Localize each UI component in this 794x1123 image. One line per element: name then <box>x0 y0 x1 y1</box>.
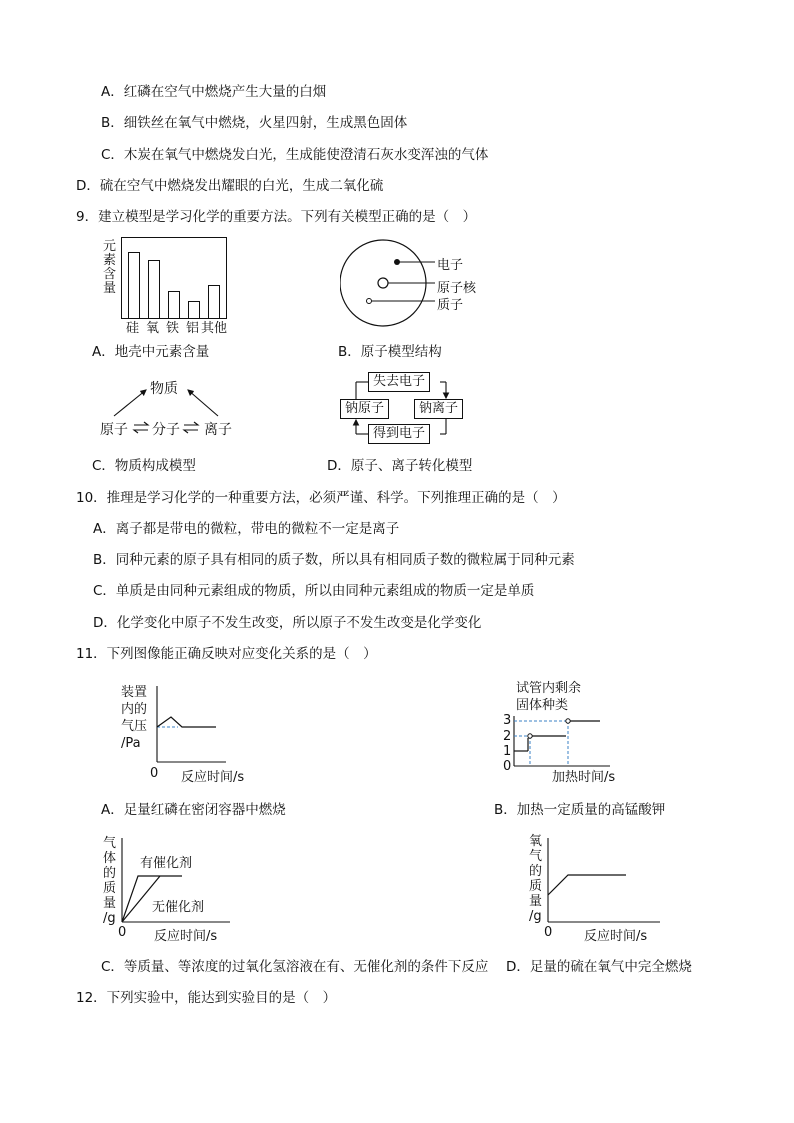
x-axis-label: 反应时间/s <box>181 770 245 785</box>
category-label: 铁 <box>166 321 180 336</box>
q9-caption-c: C．物质构成模型 <box>92 458 196 474</box>
q8-option-d: D．硫在空气中燃烧发出耀眼的白光，生成二氧化硫 <box>76 178 384 194</box>
y-label-char: 量 <box>103 896 117 911</box>
nucleus-circle <box>378 278 388 288</box>
equilibrium-arrow <box>134 422 198 433</box>
node-atom: 原子 <box>100 422 128 438</box>
y-label-char: 的 <box>103 866 117 881</box>
bar-铁 <box>168 291 180 318</box>
category-label: 其他 <box>201 321 228 336</box>
q11-caption-d: D．足量的硫在氧气中完全燃烧 <box>506 959 692 975</box>
bar-硅 <box>128 252 140 318</box>
tick-3: 3 <box>503 713 512 728</box>
y-label-char: 氧 <box>529 834 543 849</box>
node-ion: 离子 <box>204 422 232 438</box>
box-lose-electron: 失去电子 <box>368 372 430 392</box>
q9-stem: 9．建立模型是学习化学的重要方法。下列有关模型正确的是（ ） <box>76 209 477 225</box>
q9-atom-model <box>340 236 500 336</box>
proton-circle <box>367 299 372 304</box>
y-label-line: 内的 <box>121 702 148 717</box>
y-label-char: 体 <box>103 851 117 866</box>
q10-option-b: B．同种元素的原子具有相同的质子数，所以具有相同质子数的微粒属于同种元素 <box>93 552 575 568</box>
y-label-char: 素 <box>103 253 117 268</box>
label-proton: 质子 <box>437 298 464 313</box>
bar-氧 <box>148 260 160 318</box>
q10-option-a: A．离子都是带电的微粒，带电的微粒不一定是离子 <box>93 521 400 537</box>
tick-1: 1 <box>503 744 512 759</box>
q9-caption-d: D．原子、离子转化模型 <box>327 458 473 474</box>
label-with-catalyst: 有催化剂 <box>140 856 193 871</box>
q8-option-c: C．木炭在氧气中燃烧发白光，生成能使澄清石灰水变浑浊的气体 <box>101 147 489 163</box>
y-label-char: 量 <box>529 894 543 909</box>
chart-frame <box>121 237 227 319</box>
bar-其他 <box>208 285 220 318</box>
box-sodium-ion: 钠离子 <box>414 399 463 419</box>
category-label: 硅 <box>126 321 140 336</box>
q11-caption-a: A．足量红磷在密闭容器中燃烧 <box>101 802 286 818</box>
node-substance: 物质 <box>150 381 178 397</box>
category-label: 氧 <box>146 321 160 336</box>
q10-option-d: D．化学变化中原子不发生改变，所以原子不发生改变是化学变化 <box>93 615 482 631</box>
y-label-char: 元 <box>103 239 117 254</box>
y-label-char: /g <box>103 911 116 926</box>
origin-label: 0 <box>150 766 159 781</box>
node-molecule: 分子 <box>152 422 180 438</box>
box-gain-electron: 得到电子 <box>368 424 430 444</box>
q9-caption-a: A．地壳中元素含量 <box>92 344 210 360</box>
origin-label: 0 <box>544 925 553 940</box>
y-label-char: 气 <box>529 849 543 864</box>
y-label-line: 气压 <box>121 719 148 734</box>
x-axis-label: 反应时间/s <box>154 929 218 944</box>
q11-caption-c: C．等质量、等浓度的过氧化氢溶液在有、无催化剂的条件下反应 <box>101 959 489 975</box>
y-label-char: 气 <box>103 836 117 851</box>
y-label-line: 固体种类 <box>516 698 569 713</box>
q9-caption-b: B．原子模型结构 <box>338 344 442 360</box>
y-label-line: 装置 <box>121 685 148 700</box>
q10-stem: 10．推理是学习化学的一种重要方法，必须严谨、科学。下列推理正确的是（ ） <box>76 490 566 506</box>
q11-graph-d <box>526 830 676 942</box>
q9-ion-model <box>340 372 472 444</box>
tick-0: 0 <box>503 759 512 774</box>
y-label-char: 量 <box>103 281 117 296</box>
arrow-ion-to-substance <box>188 390 218 416</box>
q11-caption-b: B．加热一定质量的高锰酸钾 <box>494 802 666 818</box>
y-label-char: 含 <box>103 267 117 282</box>
y-label-char: /g <box>529 909 542 924</box>
x-axis-label: 加热时间/s <box>552 770 616 785</box>
bar-铝 <box>188 301 200 318</box>
q8-option-a: A．红磷在空气中燃烧产生大量的白烟 <box>101 84 327 100</box>
origin-label: 0 <box>118 925 127 940</box>
q9-substance-model <box>96 374 246 440</box>
label-without-catalyst: 无催化剂 <box>152 900 205 915</box>
y-label-line: 试管内剩余 <box>516 681 582 696</box>
q11-graph-b <box>498 678 658 785</box>
q12-stem: 12．下列实验中，能达到实验目的是（ ） <box>76 990 337 1006</box>
x-axis-label: 反应时间/s <box>584 929 648 944</box>
y-label-line: /Pa <box>121 736 141 751</box>
q10-option-c: C．单质是由同种元素组成的物质，所以由同种元素组成的物质一定是单质 <box>93 583 535 599</box>
label-nucleus: 原子核 <box>437 281 477 296</box>
y-label-char: 质 <box>103 881 117 896</box>
pressure-curve <box>157 717 216 727</box>
q9-bar-chart <box>100 234 240 334</box>
box-sodium-atom: 钠原子 <box>340 399 389 419</box>
label-electron: 电子 <box>437 258 464 273</box>
q11-graph-c <box>100 830 250 942</box>
y-label-char: 质 <box>529 879 543 894</box>
oxygen-curve <box>548 875 626 895</box>
y-label-char: 的 <box>529 864 543 879</box>
q11-graph-a <box>118 682 288 785</box>
q11-stem: 11．下列图像能正确反映对应变化关系的是（ ） <box>76 646 377 662</box>
arrow-atom-to-substance <box>114 390 146 416</box>
q8-option-b: B．细铁丝在氧气中燃烧，火星四射，生成黑色固体 <box>101 115 408 131</box>
tick-2: 2 <box>503 729 512 744</box>
category-label: 铝 <box>186 321 200 336</box>
